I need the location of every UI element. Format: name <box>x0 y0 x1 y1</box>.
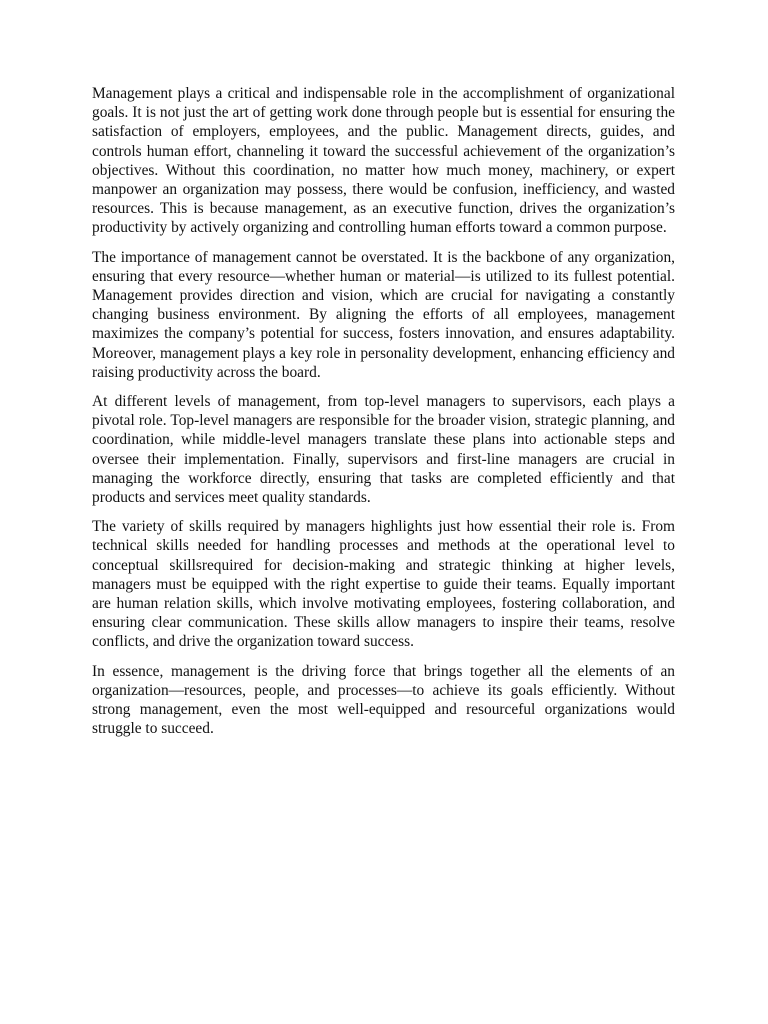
document-body <box>92 84 675 749</box>
paragraph-4: The variety of skills required by managers highlights just how essential their role is. From technical skills needed for handling processes and methods at the operational level to conceptual skillsrequired for decision-making and strategic thinking at higher levels, managers must be equipped with the right expertise to guide their teams. Equally important are human relation skills, which involve motivating employees, fostering collaboration, and ensuring clear communication. These skills allow managers to inspire their teams, resolve conflicts, and drive the organization toward success. <box>92 518 675 651</box>
paragraph-3: At different levels of management, from top-level managers to supervisors, each plays a pivotal role. Top-level managers are responsible for the broader vision, strategic planning, and coordination, while middle-level managers translate these plans into actionable steps and oversee their implementation. Finally, supervisors and first-line managers are crucial in managing the workforce directly, ensuring that tasks are completed efficiently and that products and services meet quality standards. <box>92 393 675 507</box>
paragraph-1: Management plays a critical and indispensable role in the accomplishment of organizational goals. It is not just the art of getting work done through people but is essential for ensuring the satisfaction of employers, employees, and the public. Management directs, guides, and controls human effort, channeling it toward the successful achievement of the organization’s objectives. Without this coordination, no matter how much money, machinery, or expert manpower an organization may possess, there would be confusion, inefficiency, and wasted resources. This is because management, as an executive function, drives the organization’s productivity by actively organizing and controlling human efforts toward a common purpose. <box>92 85 675 237</box>
paragraph-2: The importance of management cannot be overstated. It is the backbone of any organization, ensuring that every resource—whether human or material—is utilized to its fullest potential. Management provides direction and vision, which are crucial for navigating a constantly changing business environment. By aligning the efforts of all employees, management maximizes the company’s potential for success, fosters innovation, and ensures adaptability. Moreover, management plays a key role in personality development, enhancing efficiency and raising productivity across the board. <box>92 248 675 381</box>
paragraph-5: In essence, management is the driving force that brings together all the elements of an organization—resources, people, and processes—to achieve its goals efficiently. Without strong management, even the most well-equipped and resourceful organizations would struggle to succeed. <box>92 662 675 738</box>
